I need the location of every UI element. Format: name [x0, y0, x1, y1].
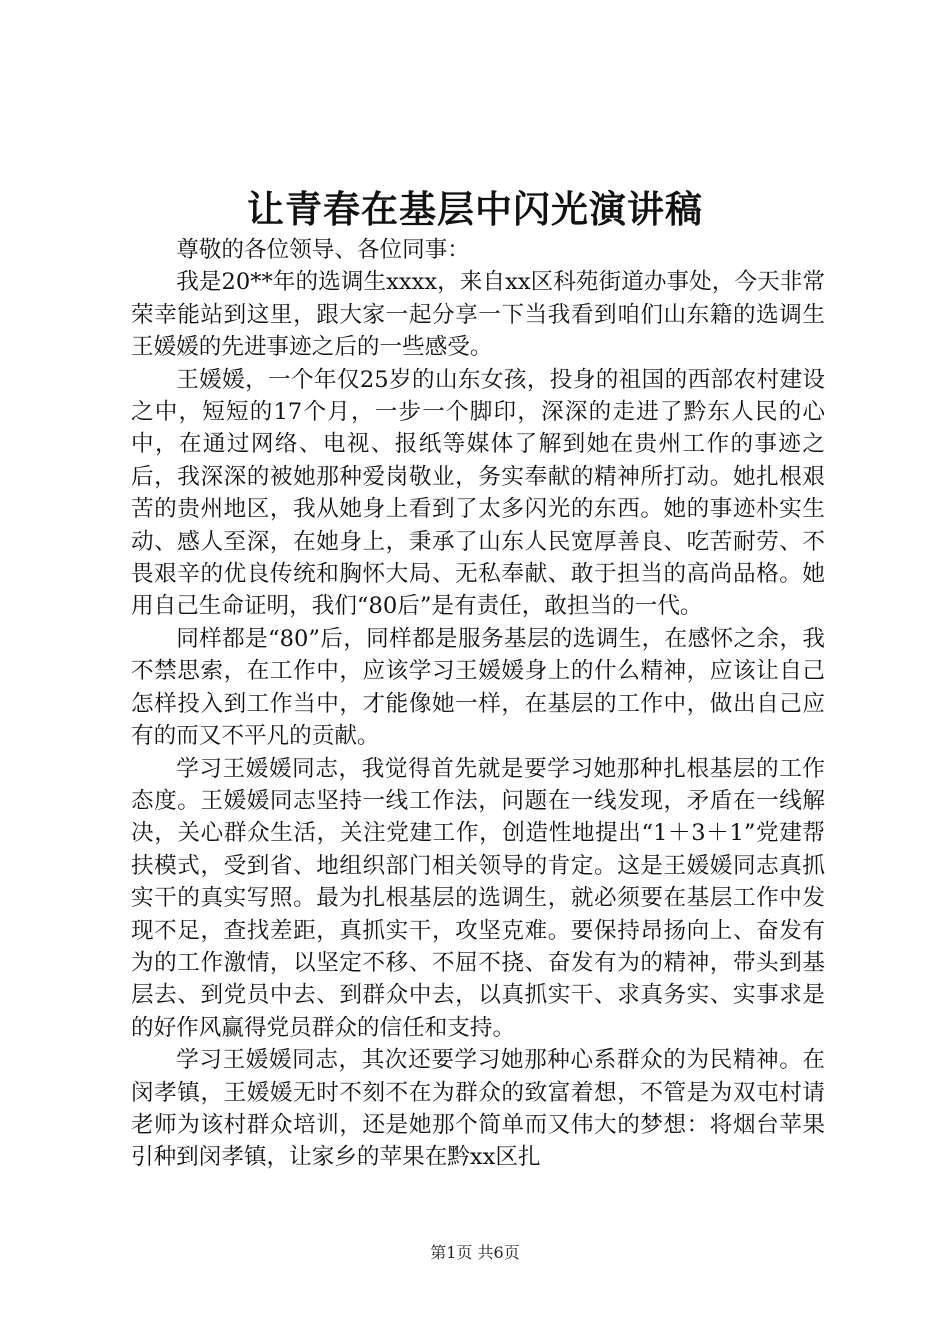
paragraph-work-attitude: 学习王媛媛同志，我觉得首先就是要学习她那种扎根基层的工作态度。王媛媛同志坚持一线工作法，问题在一线发现，矛盾在一线解决，关心群众生活，关注党建工作，创造性地提出“1＋3＋1”党建帮扶模式，受到省、地组织部门相关领导的肯定。这是王媛媛同志真抓实干的真实写照。最为扎根基层的选调生，就必须要在基层工作中发现不足，查找差距，真抓实干，攻坚克难。要保持昂扬向上、奋发有为的工作激情，以坚定不移、不屈不挠、奋发有为的精神，带头到基层去、到党员中去、到群众中去，以真抓实干、求真务实、实事求是的好作风赢得党员群众的信任和支持。	[131, 755, 825, 1041]
paragraph-salutation: 尊敬的各位领导、各位同事：	[176, 237, 470, 263]
paragraph-intro: 我是20**年的选调生xxxx，来自xx区科苑街道办事处，今天非常荣幸能站到这里，跟大家一起分享一下当我看到咱们山东籍的选调生王媛媛的先进事迹之后的一些感受。	[131, 269, 825, 361]
paragraph-people-spirit: 学习王媛媛同志，其次还要学习她那种心系群众的为民精神。在闵孝镇，王媛媛无时不刻不在为群众的致富着想，不管是为双屯村请老师为该村群众培训，还是她那个简单而又伟大的梦想：将烟台苹果引种到闵孝镇，让家乡的苹果在黔xx区扎	[131, 1047, 825, 1171]
page-number-footer: 第1页 共6页	[430, 1243, 520, 1262]
paragraph-reflection: 同样都是“80”后，同样都是服务基层的选调生，在感怀之余，我不禁思索，在工作中，应该学习王媛媛身上的什么精神，应该让自己怎样投入到工作当中，才能像她一样，在基层的工作中，做出自己应有的而又不平凡的贡献。	[131, 625, 825, 750]
document-title: 让青春在基层中闪光演讲稿	[247, 187, 703, 231]
paragraph-wang-yuanyuan: 王媛媛，一个年仅25岁的山东女孩，投身的祖国的西部农村建设之中，短短的17个月，一步一个脚印，深深的走进了黔东人民的心中，在通过网络、电视、报纸等媒体了解到她在贵州工作的事迹之后，我深深的被她那种爱岗敬业，务实奉献的精神所打动。她扎根艰苦的贵州地区，我从她身上看到了太多闪光的东西。她的事迹朴实生动、感人至深，在她身上，秉承了山东人民宽厚善良、吃苦耐劳、不畏艰辛的优良传统和胸怀大局、无私奉献、敢于担当的高尚品格。她用自己生命证明，我们“80后”是有责任，敢担当的一代。	[131, 366, 825, 620]
document-body	[131, 234, 825, 1174]
